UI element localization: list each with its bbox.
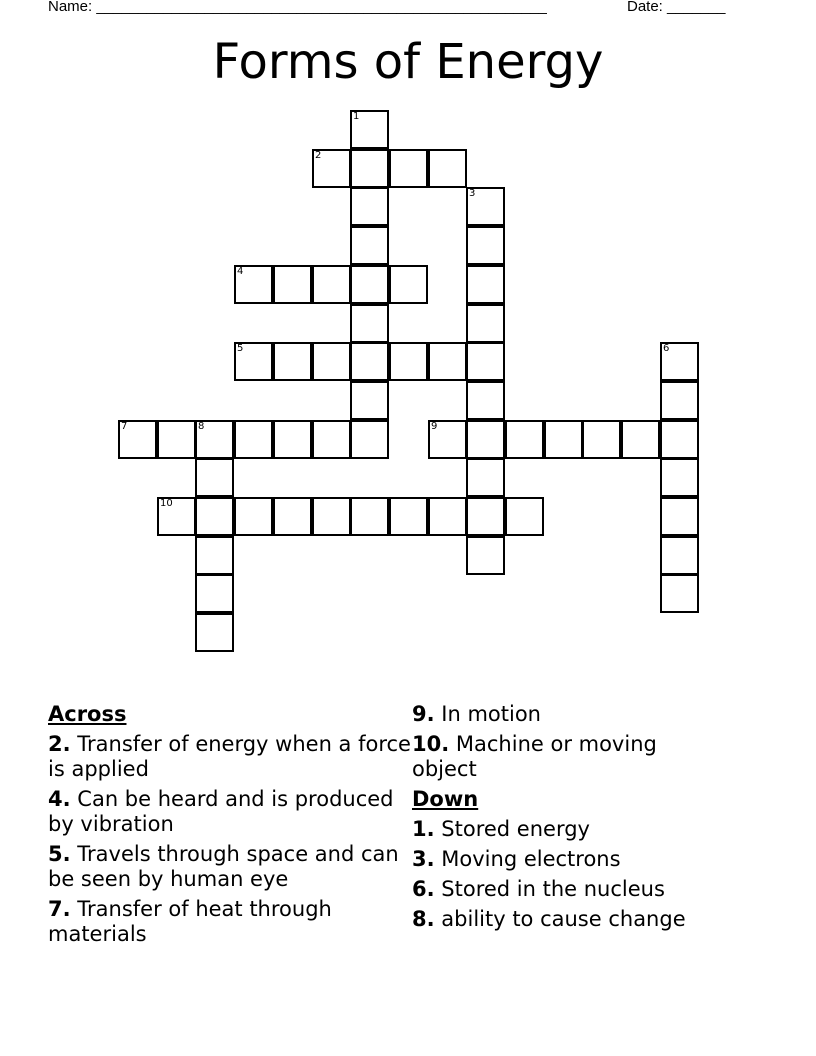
grid-cell[interactable] [466, 497, 505, 536]
grid-cell[interactable] [660, 342, 699, 381]
date-field[interactable]: Date: _______ [627, 0, 726, 15]
grid-cell[interactable] [660, 458, 699, 497]
grid-cell[interactable] [466, 187, 505, 226]
across-clue-9: 9. In motion [412, 702, 541, 726]
page-title: Forms of Energy [212, 34, 604, 90]
across-heading: Across [48, 702, 127, 726]
clue-number: 8 [198, 421, 205, 432]
grid-cell[interactable] [466, 226, 505, 265]
clue-number: 4 [237, 266, 244, 277]
grid-cell[interactable] [660, 497, 699, 536]
clue-number: 2 [315, 150, 322, 161]
grid-cell[interactable] [157, 420, 196, 459]
grid-cell[interactable] [428, 497, 467, 536]
grid-cell[interactable] [273, 265, 312, 304]
grid-cell[interactable] [350, 226, 389, 265]
grid-cell[interactable] [621, 420, 660, 459]
down-clue-6: 6. Stored in the nucleus [412, 877, 665, 901]
clue-number: 6 [663, 343, 670, 354]
clue-number: 1 [353, 111, 360, 122]
clue-number: 5 [237, 343, 244, 354]
grid-cell[interactable] [312, 497, 351, 536]
grid-cell[interactable] [195, 574, 234, 613]
grid-cell[interactable] [195, 613, 234, 652]
grid-cell[interactable] [466, 458, 505, 497]
grid-cell[interactable] [195, 458, 234, 497]
grid-cell[interactable] [350, 497, 389, 536]
grid-cell[interactable] [350, 110, 389, 149]
grid-cell[interactable] [466, 420, 505, 459]
grid-cell[interactable] [466, 381, 505, 420]
grid-cell[interactable] [466, 342, 505, 381]
grid-cell[interactable] [660, 381, 699, 420]
grid-cell[interactable] [466, 536, 505, 575]
grid-cell[interactable] [428, 342, 467, 381]
across-clue-7: 7. Transfer of heat through materials [48, 897, 332, 946]
grid-cell[interactable] [118, 420, 157, 459]
grid-cell[interactable] [660, 536, 699, 575]
down-clue-1: 1. Stored energy [412, 817, 590, 841]
across-clue-5: 5. Travels through space and can be seen by human eye [48, 842, 399, 891]
grid-cell[interactable] [389, 497, 428, 536]
grid-cell[interactable] [466, 304, 505, 343]
clue-number: 7 [121, 421, 128, 432]
grid-cell[interactable] [350, 381, 389, 420]
across-clue-2: 2. Transfer of energy when a force is applied [48, 732, 411, 781]
grid-cell[interactable] [389, 265, 428, 304]
grid-cell[interactable] [273, 420, 312, 459]
grid-cell[interactable] [505, 420, 544, 459]
grid-cell[interactable] [582, 420, 621, 459]
clue-number: 9 [431, 421, 438, 432]
grid-cell[interactable] [312, 149, 351, 188]
clues-right-column [412, 702, 772, 937]
grid-cell[interactable] [505, 497, 544, 536]
clues-left-column [48, 702, 418, 952]
grid-cell[interactable] [195, 536, 234, 575]
down-clue-3: 3. Moving electrons [412, 847, 621, 871]
grid-cell[interactable] [234, 420, 273, 459]
across-clue-10: 10. Machine or moving object [412, 732, 657, 781]
grid-cell[interactable] [466, 265, 505, 304]
grid-cell[interactable] [234, 342, 273, 381]
down-heading: Down [412, 787, 479, 811]
grid-cell[interactable] [273, 497, 312, 536]
grid-cell[interactable] [660, 420, 699, 459]
grid-cell[interactable] [389, 342, 428, 381]
grid-cell[interactable] [273, 342, 312, 381]
grid-cell[interactable] [428, 420, 467, 459]
grid-cell[interactable] [312, 420, 351, 459]
clue-number: 10 [160, 498, 173, 509]
grid-cell[interactable] [350, 187, 389, 226]
grid-cell[interactable] [234, 265, 273, 304]
grid-cell[interactable] [350, 149, 389, 188]
grid-cell[interactable] [544, 420, 583, 459]
grid-cell[interactable] [195, 420, 234, 459]
across-clue-4: 4. Can be heard and is produced by vibration [48, 787, 394, 836]
name-field[interactable]: Name: ______________________________________________________ [48, 0, 547, 15]
grid-cell[interactable] [312, 342, 351, 381]
grid-cell[interactable] [312, 265, 351, 304]
clue-number: 3 [469, 188, 476, 199]
grid-cell[interactable] [350, 265, 389, 304]
grid-cell[interactable] [389, 149, 428, 188]
grid-cell[interactable] [195, 497, 234, 536]
down-clue-8: 8. ability to cause change [412, 907, 686, 931]
grid-cell[interactable] [350, 342, 389, 381]
grid-cell[interactable] [350, 420, 389, 459]
grid-cell[interactable] [660, 574, 699, 613]
grid-cell[interactable] [157, 497, 196, 536]
grid-cell[interactable] [428, 149, 467, 188]
grid-cell[interactable] [234, 497, 273, 536]
grid-cell[interactable] [350, 304, 389, 343]
